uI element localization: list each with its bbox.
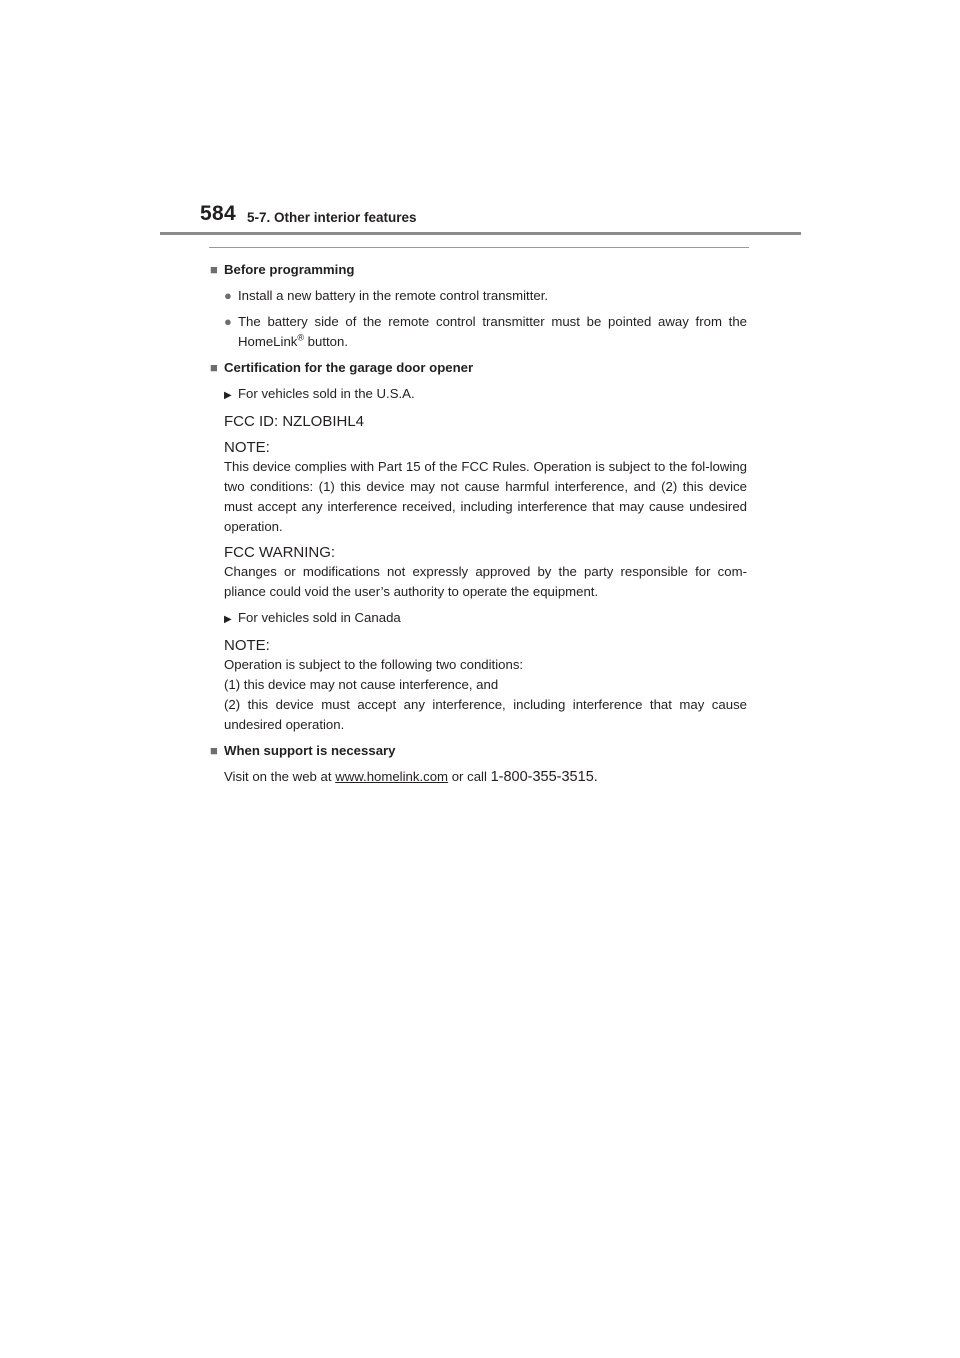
heading-label: Before programming (224, 262, 355, 277)
section-title: 5-7. Other interior features (247, 210, 417, 225)
warning-body: Changes or modifications not expressly approved by the party responsible for com-pliance could void the user’s authority to operate the equipment. (224, 564, 747, 599)
note-line: (1) this device may not cause interference, and (224, 677, 499, 692)
square-bullet-icon: ■ (210, 743, 218, 758)
subheading-canada (224, 608, 747, 630)
page-number: 584 (200, 202, 236, 225)
heading-certification (210, 358, 747, 378)
support-middle: or call (448, 769, 491, 784)
homelink-link[interactable]: www.homelink.com (335, 769, 449, 784)
dot-bullet-icon: ● (224, 288, 232, 303)
heading-label: When support is necessary (224, 743, 396, 758)
header-divider (160, 232, 801, 235)
support-prefix: Visit on the web at (224, 769, 336, 784)
list-item (224, 312, 747, 352)
note-title: NOTE: (224, 439, 270, 456)
subheading-label: For vehicles sold in Canada (238, 610, 401, 625)
subheading-label: For vehicles sold in the U.S.A. (238, 386, 415, 401)
subheading-usa (224, 384, 747, 406)
canada-note (224, 636, 747, 735)
list-item-text: Install a new battery in the remote control transmitter. (238, 288, 549, 303)
content-divider (209, 247, 749, 248)
heading-support (210, 741, 747, 761)
square-bullet-icon: ■ (210, 360, 218, 375)
fcc-id: FCC ID: NZLOBIHL4 (224, 413, 365, 430)
support-phone: 1-800-355-3515. (490, 769, 598, 785)
dot-bullet-icon: ● (224, 314, 232, 329)
note-title: NOTE: (224, 637, 270, 654)
list-item-text (238, 312, 747, 352)
heading-before-programming (210, 260, 747, 280)
list-item-text-part: button. (304, 334, 349, 349)
support-text (224, 767, 747, 787)
warning-title: FCC WARNING: (224, 544, 336, 561)
heading-label: Certification for the garage door opener (224, 360, 474, 375)
triangle-bullet-icon: ▶ (224, 390, 232, 401)
note-line: Operation is subject to the following two conditions: (224, 657, 524, 672)
page-content (210, 258, 747, 793)
list-item (224, 286, 747, 306)
usa-note (224, 438, 747, 537)
note-line: (2) this device must accept any interference, including interference that may cause undesired operation. (224, 697, 747, 732)
square-bullet-icon: ■ (210, 262, 218, 277)
fcc-warning (224, 543, 747, 602)
registered-mark: ® (297, 332, 305, 343)
list-item-text-part: The battery side of the remote control transmitter must be pointed away from the HomeLink (238, 314, 747, 349)
note-body: This device complies with Part 15 of the FCC Rules. Operation is subject to the fol-lowing two conditions: (1) this device may not cause harmful interference, and (2) this device must accept any interference received, including interference that may cause undesired operation. (224, 459, 747, 534)
triangle-bullet-icon: ▶ (224, 614, 232, 625)
